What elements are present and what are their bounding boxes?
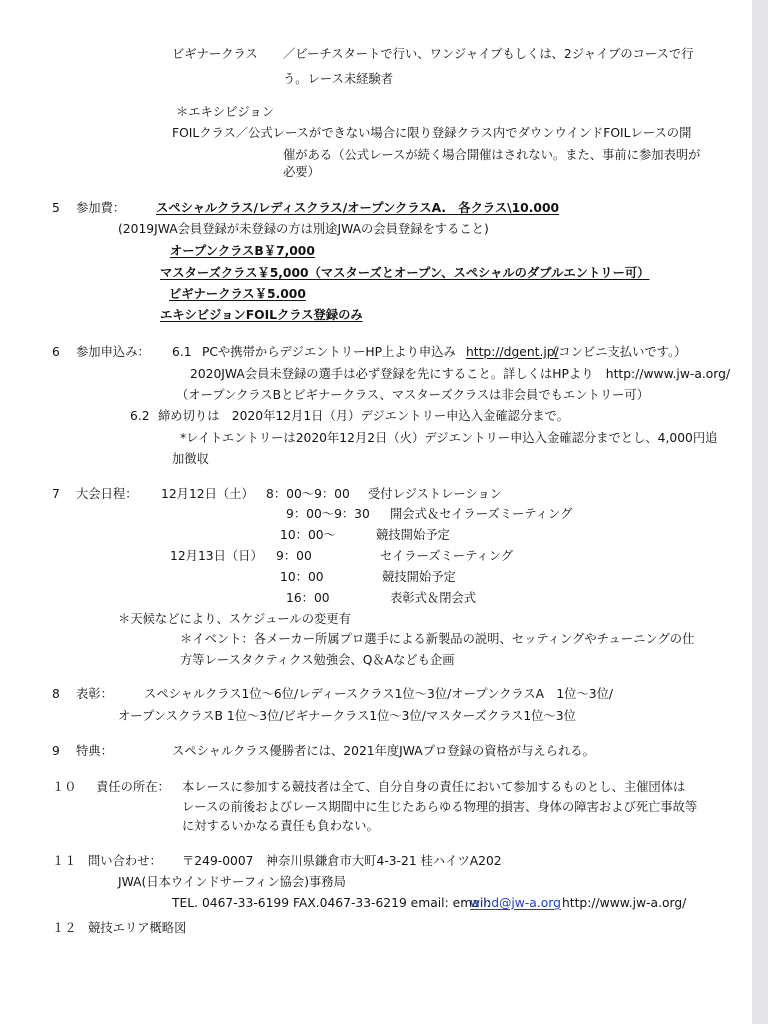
section11-label: 問い合わせ： (88, 854, 162, 868)
schedule-day1-time: 9：00〜9：30 (286, 507, 370, 521)
schedule-day2-event: セイラーズミーティング (380, 549, 514, 563)
contact-phone-fax: TEL. 0467-33-6199 FAX.0467-33-6219 email: email: (172, 896, 491, 910)
section12-number: １２ (52, 921, 77, 935)
schedule-day1-event: 受付レジストレーション (368, 487, 503, 501)
liability-line2: レースの前後およびレース期間中に生じたあらゆる物理的損害、身体の障害および死亡事故等 (182, 800, 698, 814)
schedule-day2-time: 9：00 (276, 549, 312, 563)
schedule-day2-time: 10：00 (280, 570, 324, 584)
section10-number: １０ (52, 780, 77, 794)
contact-address: 〒249-0007 神奈川県鎌倉市大町4-3-21 桂ハイツA202 (182, 854, 502, 868)
section6-item1-after: （コンビニ支払いです。） (546, 345, 687, 359)
section6-item2-text: 締め切りは 2020年12月1日（月）デジエントリー申込入金確認分まで。 (158, 409, 569, 423)
exhibition-text-line1: FOILクラス／公式レースができない場合に限り登録クラス内でダウンウインドFOILレースの開 (172, 126, 692, 140)
weather-note: ＊天候などにより、スケジュールの変更有 (118, 612, 351, 626)
late-entry-line2: 加徴収 (172, 452, 209, 466)
section5-fee-line: スペシャルクラス/レディスクラス/オープンクラスA. 各クラス\10.000 (156, 201, 560, 215)
awards-line1: スペシャルクラス1位〜6位/レディースクラス1位〜3位/オープンクラスA 1位〜3位/ (144, 687, 614, 701)
section6-item1-number: 6.1 (172, 345, 192, 359)
schedule-day2: 12月13日（日） (170, 549, 263, 563)
section7-label: 大会日程： (76, 487, 138, 501)
schedule-day1: 12月12日（土） (161, 487, 254, 501)
email-link[interactable]: wind@jw-a.org (470, 896, 561, 910)
section6-item1-text: PCや携帯からデジエントリーHP上より申込み (202, 345, 456, 359)
exhibition-text-line3: 必要） (283, 165, 320, 179)
section6-item2-number: 6.2 (130, 409, 150, 423)
section7-number: 7 (52, 487, 60, 501)
viewer-background (752, 0, 768, 1024)
section8-label: 表彰： (76, 687, 113, 701)
schedule-day1-time: 8：00〜9：00 (266, 487, 350, 501)
schedule-day2-event: 競技開始予定 (382, 570, 456, 584)
website-link[interactable]: http://www.jw-a.org/ (562, 896, 687, 910)
exhibition-heading: ＊エキシビジョン (176, 105, 275, 119)
awards-line2: オープンスクラスB 1位〜3位/ビギナークラス1位〜3位/マスターズクラス1位〜3位 (118, 709, 576, 723)
contact-organization: JWA(日本ウインドサーフィン協会)事務局 (118, 875, 346, 889)
privilege-text: スペシャルクラス優勝者には、2021年度JWAプロ登録の資格が与えられる。 (172, 744, 595, 758)
section6-item1-line3: （オープンクラスBとビギナークラス、マスターズクラスは非会員でもエントリー可） (176, 388, 650, 402)
section5-open-b: オープンクラスB￥7,000 (170, 244, 315, 258)
schedule-day1-event: 開会式＆セイラーズミーティング (390, 507, 573, 521)
liability-line1: 本レースに参加する競技者は全て、自分自身の責任において参加するものとし、主催団体は (182, 780, 686, 794)
section10-label: 責任の所在： (96, 780, 170, 794)
section9-label: 特典： (76, 744, 113, 758)
beginner-class-text-line1: ／ビーチスタートで行い、ワンジャイブもしくは、2ジャイブのコースで行 (283, 47, 694, 61)
schedule-day1-time: 10：00〜 (280, 528, 336, 542)
section5-exhibition: エキシビジョンFOILクラス登録のみ (160, 308, 363, 322)
schedule-day1-event: 競技開始予定 (376, 528, 450, 542)
section6-item1-line2: 2020JWA会員未登録の選手は必ず登録を先にすること。詳しくはHPより http://www.jw-a.org/ (190, 367, 731, 381)
section5-label: 参加費： (76, 201, 126, 215)
section12-label: 競技エリア概略図 (88, 921, 187, 935)
event-note-line2: 方等レースタクティクス勉強会、Q＆Aなども企画 (180, 653, 455, 667)
late-entry-line1: *レイトエントリーは2020年12月2日（火）デジエントリー申込入金確認分までとし、4,000円追 (180, 431, 718, 445)
section11-number: １１ (52, 854, 77, 868)
dgent-link[interactable]: http://dgent.jp/ (466, 345, 559, 359)
section6-number: 6 (52, 345, 60, 359)
section5-masters: マスターズクラス￥5,000（マスターズとオープン、スペシャルのダブルエントリー可） (160, 266, 650, 280)
section5-note: (2019JWA会員登録が未登録の方は別途JWAの会員登録をすること) (118, 222, 489, 236)
section5-number: 5 (52, 201, 60, 215)
beginner-class-text-line2: う。レース未経験者 (283, 72, 394, 86)
exhibition-text-line2: 催がある（公式レースが続く場合開催はされない。また、事前に参加表明が (283, 148, 701, 162)
event-note-line1: ＊イベント：各メーカー所属プロ選手による新製品の説明、セッティングやチューニングの仕 (180, 632, 695, 646)
schedule-day2-event: 表彰式＆閉会式 (390, 591, 477, 605)
liability-line3: に対するいかなる責任も負わない。 (182, 819, 379, 833)
section5-beginner: ビギナークラス￥5.000 (169, 287, 306, 301)
section8-number: 8 (52, 687, 60, 701)
beginner-class-label: ビギナークラス (172, 47, 258, 61)
schedule-day2-time: 16：00 (286, 591, 330, 605)
section9-number: 9 (52, 744, 60, 758)
section6-label: 参加申込み： (76, 345, 150, 359)
